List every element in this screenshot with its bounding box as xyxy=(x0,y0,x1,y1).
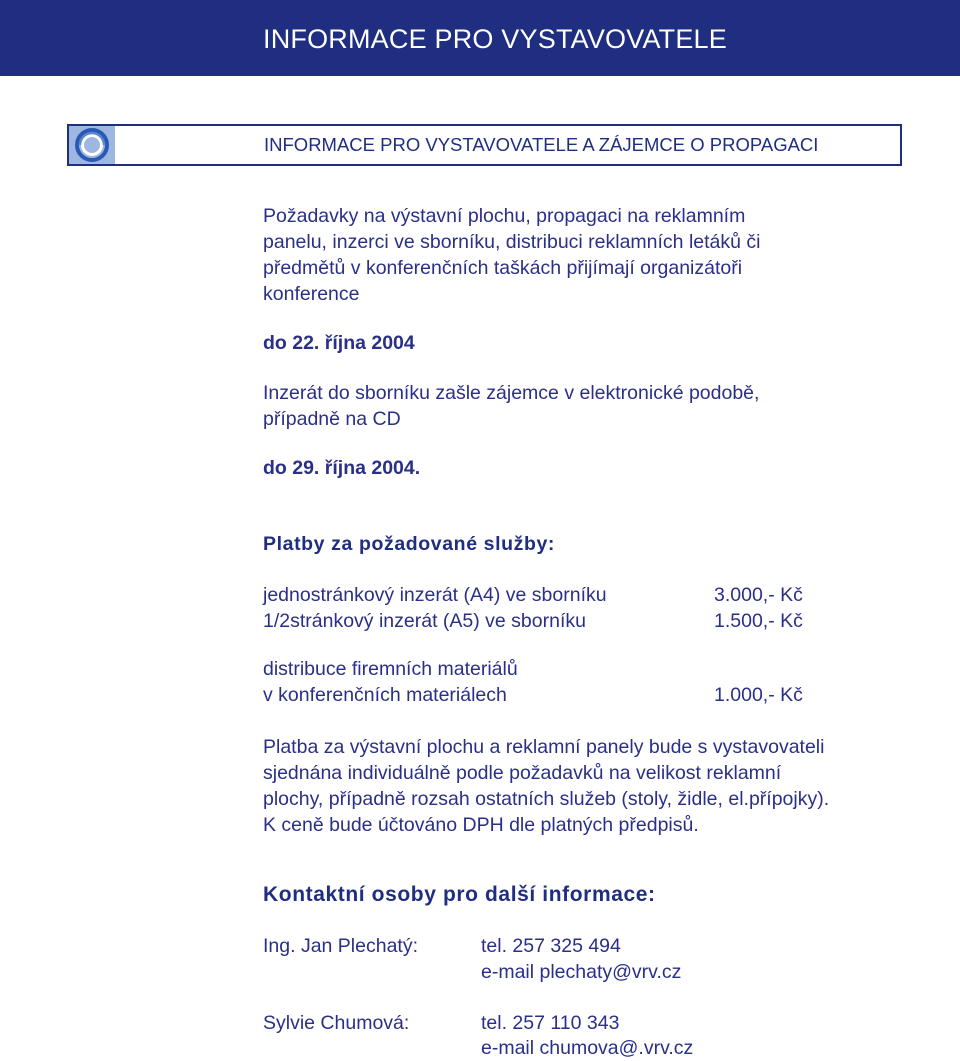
contact-name: Ing. Jan Plechatý: xyxy=(263,935,419,957)
intro-line-2: panelu, inzerci ve sborníku, distribuci reklamních letáků či xyxy=(263,231,761,253)
payment-note-line-4: K ceně bude účtováno DPH dle platných předpisů. xyxy=(263,814,699,836)
page-banner xyxy=(0,0,960,76)
distribution-label-line-2: v konferenčních materiálech xyxy=(263,684,507,706)
payment-item-label: 1/2stránkový inzerát (A5) ve sborníku xyxy=(263,610,586,632)
intro-line-3: předmětů v konferenčních taškách přijímají organizátoři xyxy=(263,257,743,279)
payment-item-label: jednostránkový inzerát (A4) ve sborníku xyxy=(263,584,607,606)
intro-line-4: konference xyxy=(263,283,360,305)
payment-note-line-2: sjednána individuálně podle požadavků na velikost reklamní xyxy=(263,762,782,784)
ad-line-1: Inzerát do sborníku zašle zájemce v elektronické podobě, xyxy=(263,382,760,404)
contacts-heading: Kontaktní osoby pro další informace: xyxy=(263,883,656,906)
payment-note-line-3: plochy, případně rozsah ostatních služeb (stoly, židle, el.přípojky). xyxy=(263,788,830,810)
payment-note-line-1: Platba za výstavní plochu a reklamní panely bude s vystavovateli xyxy=(263,736,825,758)
distribution-label-line-1: distribuce firemních materiálů xyxy=(263,658,518,680)
deadline-1: do 22. října 2004 xyxy=(263,332,415,354)
deadline-2: do 29. října 2004. xyxy=(263,457,421,479)
circle-logo-icon xyxy=(69,126,115,164)
payment-item-price: 1.500,- Kč xyxy=(714,610,803,632)
contact-email[interactable]: e-mail plechaty@vrv.cz xyxy=(481,961,682,983)
contact-phone: tel. 257 325 494 xyxy=(481,935,621,957)
ad-line-2: případně na CD xyxy=(263,408,401,430)
contact-phone: tel. 257 110 343 xyxy=(481,1012,620,1034)
banner-title: INFORMACE PRO VYSTAVOVATELE xyxy=(263,24,727,54)
section-header xyxy=(67,124,902,166)
contact-name: Sylvie Chumová: xyxy=(263,1012,410,1034)
distribution-price: 1.000,- Kč xyxy=(714,684,803,706)
intro-line-1: Požadavky na výstavní plochu, propagaci na reklamním xyxy=(263,205,746,227)
section-title: INFORMACE PRO VYSTAVOVATELE A ZÁJEMCE O PROPAGACI xyxy=(264,134,819,155)
contact-email[interactable]: e-mail chumova@.vrv.cz xyxy=(481,1037,694,1059)
payments-heading: Platby za požadované služby: xyxy=(263,533,556,555)
payment-item-price: 3.000,- Kč xyxy=(714,584,803,606)
